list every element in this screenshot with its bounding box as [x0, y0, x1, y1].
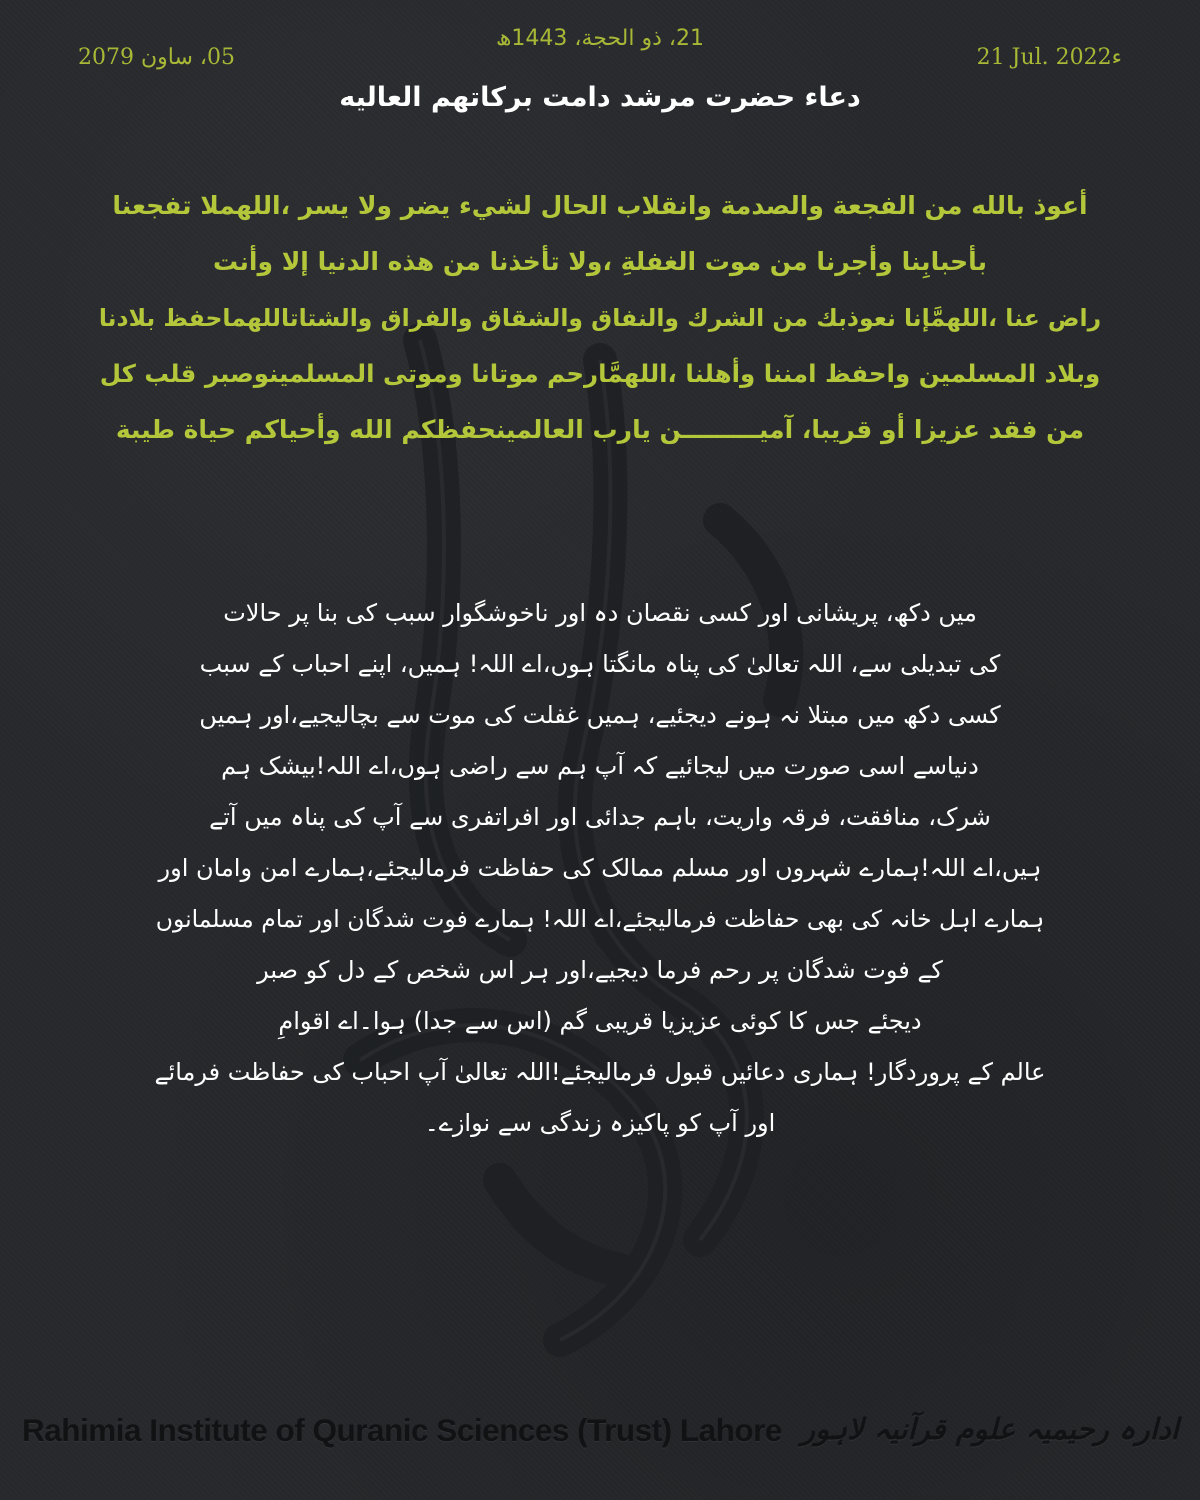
- urdu-translation-line: اور آپ کو پاکیزہ زندگی سے نوازے۔: [424, 1109, 776, 1137]
- page-title: دعاء حضرت مرشد دامت برکاتهم العاليه: [339, 82, 861, 113]
- hijri-date: 21، ذو الحجة، 1443ھ: [496, 26, 704, 51]
- bikrami-date: 05، ساون 2079: [78, 45, 236, 70]
- arabic-dua-line: وبلاد المسلمين واحفظ امننا وأهلنا ،اللهمَّارحم موتانا وموتى المسلمينوصبر قلب كل: [99, 359, 1101, 388]
- institute-name-english: Rahimia Institute of Quranic Sciences (Trust) Lahore: [22, 1412, 782, 1448]
- arabic-dua-line: أعوذ بالله من الفجعة والصدمة وانقلاب الحال لشيء يضر ولا يسر ،اللهملا تفجعنا: [112, 191, 1088, 220]
- arabic-dua-line: بأحبابِنا وأجرنا من موت الغفلةِ ،ولا تأخذنا من هذه الدنيا إلا وأنت: [213, 247, 987, 276]
- institute-logo-urdu: ادارہ رحیمیہ علوم قرآنیہ لاہور: [801, 1412, 1179, 1446]
- arabic-dua-line: راض عنا ،اللهمَّإنا نعوذبك من الشرك والنفاق والشقاق والفراق والشتاتاللهماحفظ بلادنا: [98, 304, 1102, 332]
- arabic-dua-line: من فقد عزيزا أو قريبا، آميـــــــــن يارب العالمينحفظكم الله وأحياكم حياة طيبة: [115, 415, 1085, 444]
- footer: [0, 1402, 1200, 1472]
- urdu-translation-line: ہمارے اہل خانہ کی بھی حفاظت فرمالیجئے،اے اللہ! ہمارے فوت شدگان اور تمام مسلمانوں: [155, 905, 1045, 933]
- urdu-translation-line: ہیں،اے اللہ!ہمارے شہروں اور مسلم ممالک کی حفاظت فرمالیجئے،ہمارے امن وامان اور: [158, 854, 1042, 882]
- urdu-translation-line: کے فوت شدگان پر رحم فرما دیجیے،اور ہر اس شخص کے دل کو صبر: [257, 956, 943, 984]
- urdu-translation-line: میں دکھ، پریشانی اور کسی نقصان دہ اور ناخوشگوار سبب کی بنا پر حالات: [223, 599, 977, 627]
- urdu-translation-line: دنیاسے اسی صورت میں لیجائیے کہ آپ ہم سے راضی ہوں،اے اللہ!بیشک ہم: [221, 752, 979, 780]
- urdu-translation: [150, 588, 1050, 1149]
- urdu-translation-line: دیجئے جس کا کوئی عزیزیا قریبی گم (اس سے جدا) ہوا۔اے اقوامِ: [278, 1007, 922, 1035]
- urdu-translation-line: شرک، منافقت، فرقہ واریت، باہم جدائی اور افراتفری سے آپ کی پناہ میں آتے: [209, 803, 991, 831]
- arabic-dua: [95, 178, 1105, 458]
- urdu-translation-line: عالم کے پروردگار! ہماری دعائیں قبول فرمالیجئے!اللہ تعالیٰ آپ احباب کی حفاظت فرمائے: [154, 1058, 1046, 1086]
- urdu-translation-line: کی تبدیلی سے، اللہ تعالیٰ کی پناہ مانگتا ہوں،اے اللہ! ہمیں، اپنے احباب کے سبب: [199, 650, 1001, 678]
- urdu-translation-line: کسی دکھ میں مبتلا نہ ہونے دیجئیے، ہمیں غفلت کی موت سے بچالیجیے،اور ہمیں: [199, 701, 1001, 729]
- gregorian-date: 21 Jul. 2022ء: [976, 45, 1122, 70]
